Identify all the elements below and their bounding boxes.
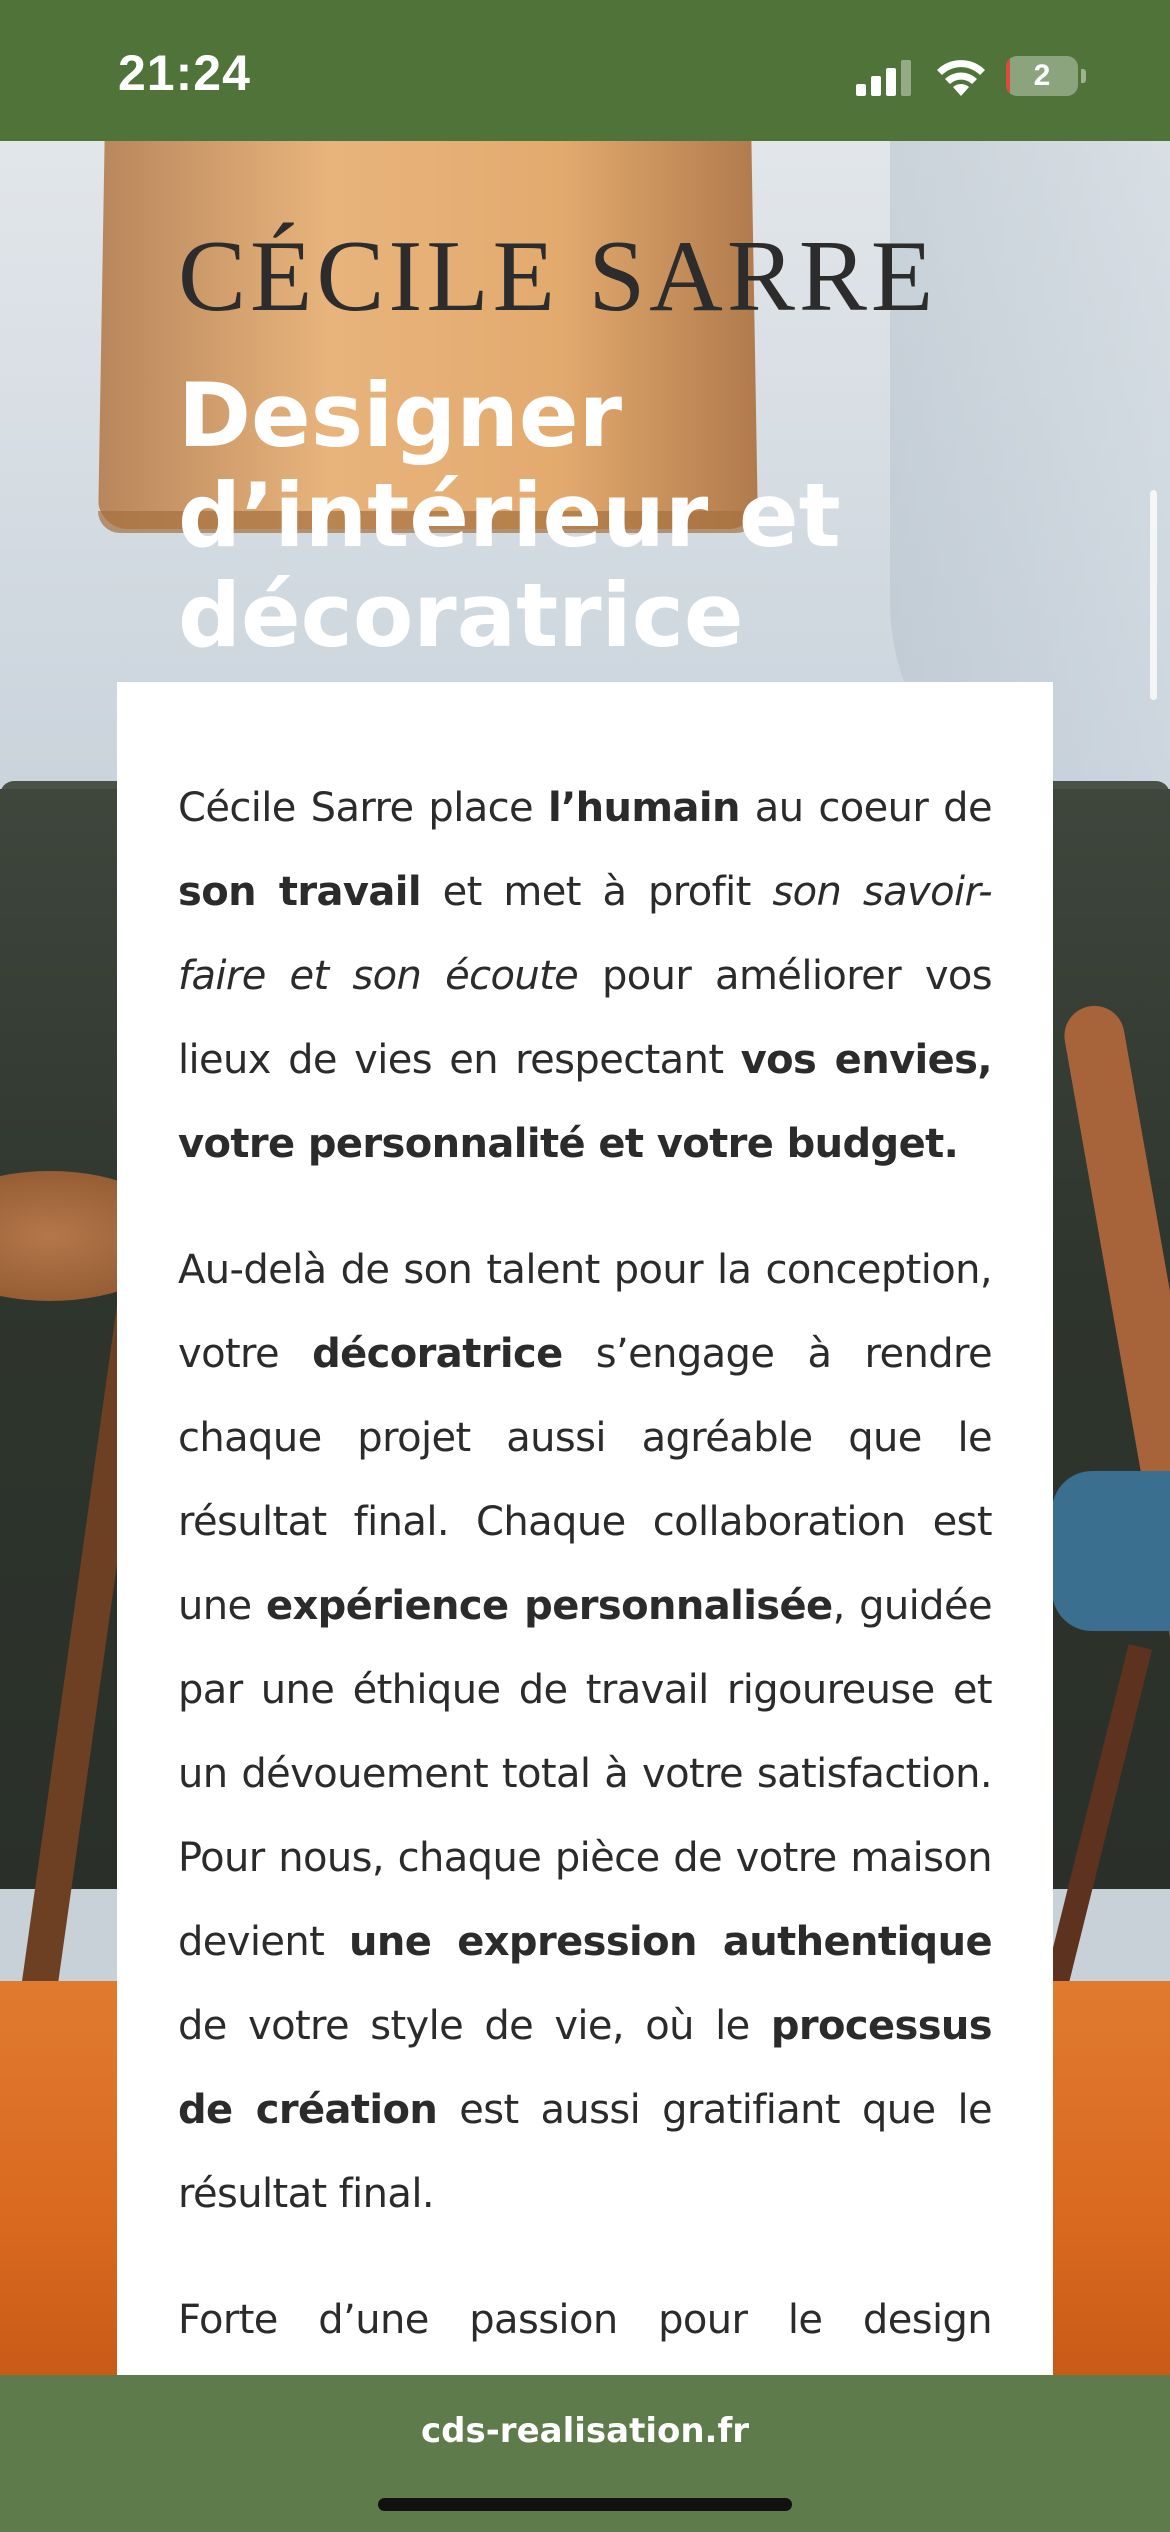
status-bar <box>0 0 1170 141</box>
about-paragraph-2 <box>178 1228 992 2236</box>
about-card <box>117 682 1053 2382</box>
status-time: 21:24 <box>118 45 251 101</box>
bold-text: l’humain <box>547 785 740 831</box>
scroll-indicator[interactable] <box>1150 490 1157 700</box>
text-run: au coeur de <box>739 785 992 831</box>
italic-text: son savoir-faire et son écoute <box>178 869 992 999</box>
about-paragraph-3 <box>178 2278 992 2382</box>
battery-icon <box>1006 56 1086 96</box>
text-run: Au-delà de son talent pour la conception, votre <box>178 1247 992 1377</box>
hero-subtitle: Designer d’intérieur et décoratrice <box>178 364 841 667</box>
text-run: et met à profit <box>420 869 773 915</box>
bold-text: vos envies, votre personnalité et votre budget. <box>178 1037 992 1167</box>
cellular-signal-icon <box>856 60 914 96</box>
bold-text: expérience personnalisée <box>265 1583 833 1629</box>
text-run: Forte d’une passion pour le design <box>178 2297 992 2343</box>
url-text[interactable]: cds-realisation.fr <box>420 2411 750 2451</box>
text-run: s’engage à rendre chaque projet aussi agréable que le résultat final. Chaque collaboration est une <box>178 1331 992 1629</box>
text-run: est aussi gratifiant que le résultat final. <box>178 2087 992 2217</box>
brand-title: CÉCILE SARRE <box>178 220 938 333</box>
bold-text: son travail <box>178 869 421 915</box>
battery-percent: 2 <box>1033 59 1051 92</box>
text-run: , guidée par une éthique de travail rigoureuse et un dévouement total à votre satisfaction. Pour nous, chaque pièce de votre maison devient <box>178 1583 992 1965</box>
home-indicator[interactable] <box>378 2498 792 2511</box>
text-run: de votre style de vie, où le <box>178 2003 771 2049</box>
text-run: pour améliorer vos lieux de vies en respectant <box>178 953 993 1083</box>
bold-text: processus de création <box>178 2003 992 2133</box>
wifi-icon <box>934 56 988 96</box>
about-paragraph-1 <box>178 766 992 1186</box>
text-run: Cécile Sarre place <box>178 785 548 831</box>
browser-address-bar[interactable] <box>0 2375 1170 2532</box>
bold-text: une expression authentique <box>348 1919 992 1965</box>
bold-text: décoratrice <box>312 1331 563 1377</box>
